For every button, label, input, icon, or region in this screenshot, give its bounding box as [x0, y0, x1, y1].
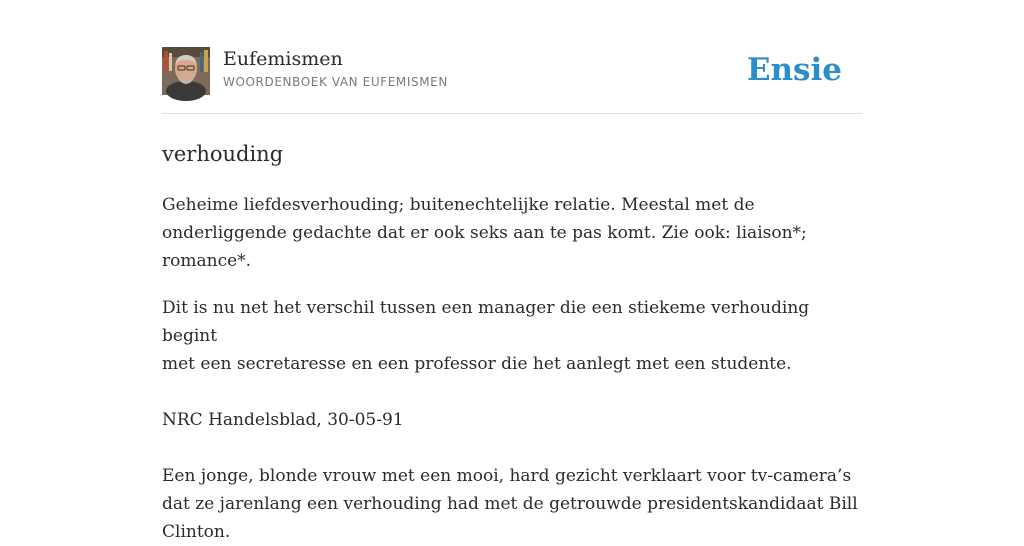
- quote-line: Dit is nu net het verschil tussen een manager die een stiekeme verhouding begint: [162, 298, 810, 346]
- definition-line: Geheime liefdesverhouding; buitenechtelijke relatie. Meestal met de: [162, 195, 755, 215]
- paragraph-spacer: [162, 378, 862, 406]
- author-portrait-icon[interactable]: [162, 47, 210, 95]
- entry-quotes: [162, 294, 862, 546]
- brand-logo[interactable]: Ensie: [746, 52, 842, 88]
- page: [162, 0, 862, 546]
- entry-definition: [162, 191, 862, 275]
- quote-line: met een secretaresse en een professor die het aanlegt met een studente.: [162, 354, 792, 374]
- paragraph-spacer: [162, 434, 862, 462]
- definition-line: romance*.: [162, 251, 252, 271]
- quote-line: dat ze jarenlang een verhouding had met de getrouwde presidentskandidaat Bill: [162, 494, 858, 514]
- entry-term: verhouding: [162, 142, 284, 166]
- quote-line: Een jonge, blonde vrouw met een mooi, hard gezicht verklaart voor tv-camera’s: [162, 466, 852, 486]
- header: [162, 46, 862, 114]
- definition-line: onderliggende gedachte dat er ook seks aan te pas komt. Zie ook: liaison*;: [162, 223, 807, 243]
- quote-source: NRC Handelsblad, 30-05-91: [162, 410, 404, 430]
- site-subtitle[interactable]: WOORDENBOEK VAN EUFEMISMEN: [223, 75, 448, 89]
- quote-line: Clinton.: [162, 522, 231, 542]
- site-title[interactable]: Eufemismen: [223, 48, 343, 70]
